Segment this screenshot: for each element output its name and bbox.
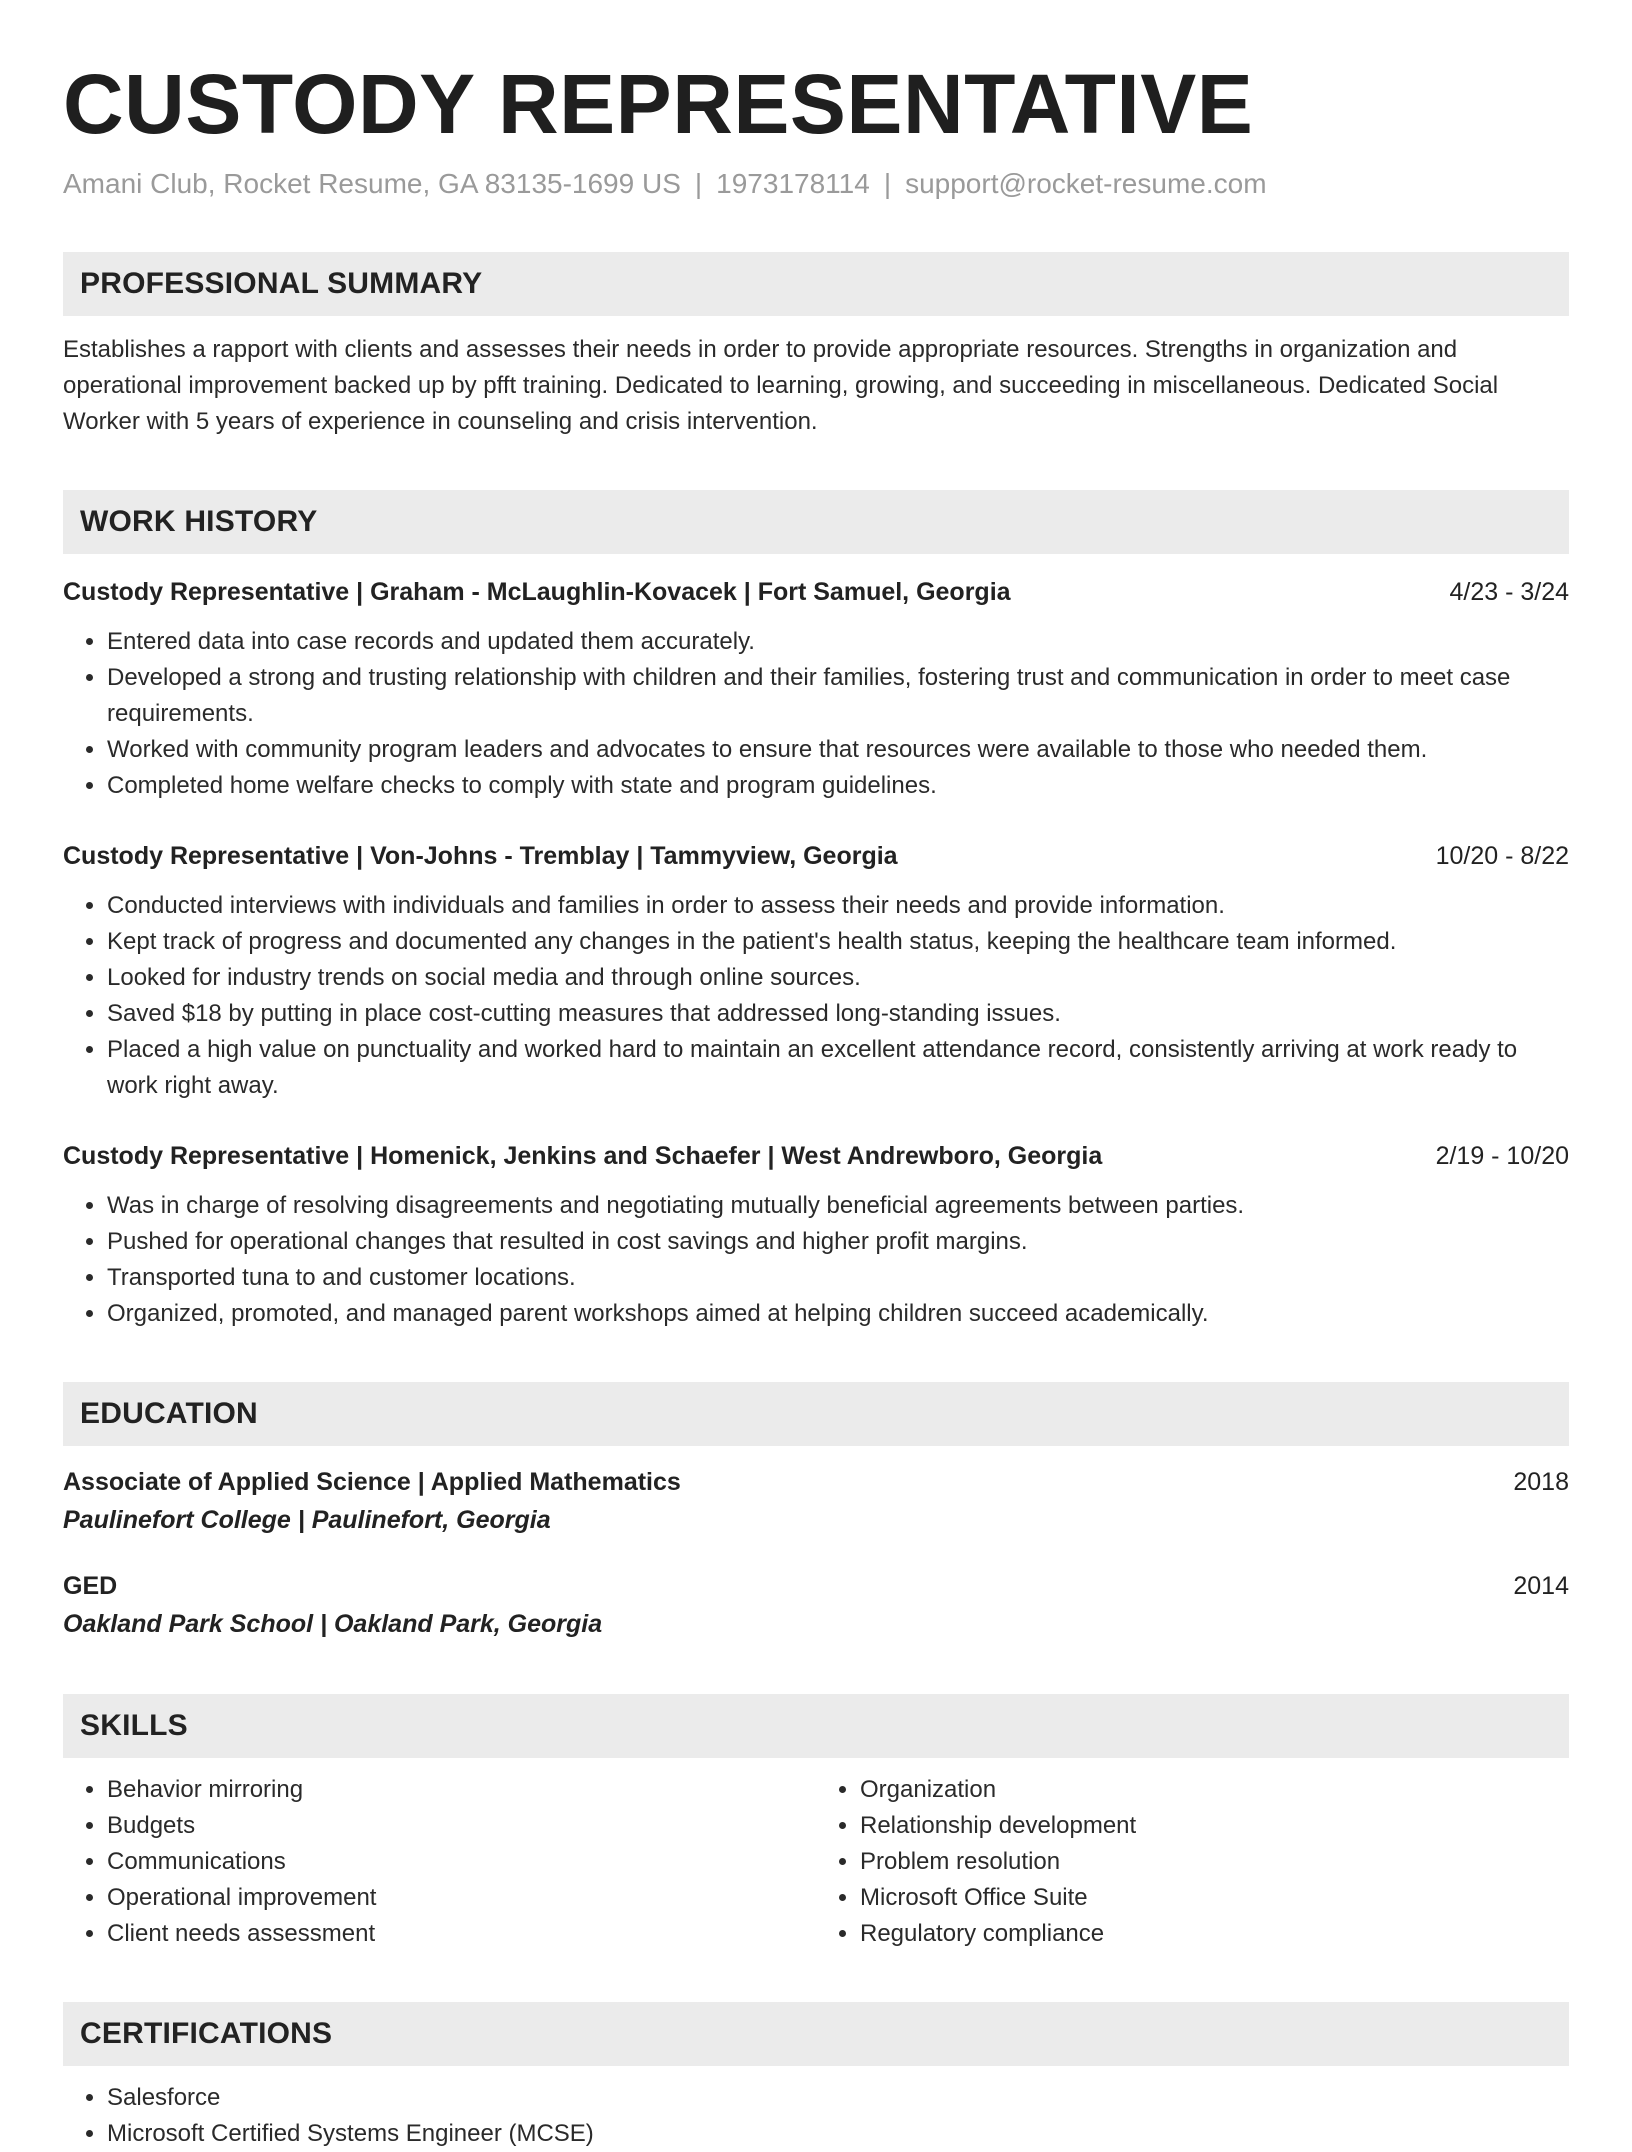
- skill-item: • Communications: [107, 1844, 816, 1880]
- skill-item: • Behavior mirroring: [107, 1772, 816, 1808]
- job-duty: • Pushed for operational changes that resulted in cost savings and higher profit margins.: [107, 1224, 1569, 1260]
- job-duty: • Looked for industry trends on social media and through online sources.: [107, 960, 1569, 996]
- job-entry: [63, 574, 1569, 804]
- certifications-heading: CERTIFICATIONS: [63, 2002, 1569, 2066]
- certifications-section: [63, 2002, 1569, 2152]
- skill-item: • Budgets: [107, 1808, 816, 1844]
- skills-grid: [63, 1772, 1569, 1952]
- education-entry: [63, 1568, 1569, 1644]
- skill-item: • Regulatory compliance: [860, 1916, 1569, 1952]
- contact-separator: |: [883, 168, 892, 199]
- job-duty: • Entered data into case records and updated them accurately.: [107, 624, 1569, 660]
- job-duties: [63, 888, 1569, 1104]
- education-heading: EDUCATION: [63, 1382, 1569, 1446]
- degree: GED: [63, 1572, 118, 1600]
- education-section: [63, 1382, 1569, 1644]
- work-history-heading: WORK HISTORY: [63, 490, 1569, 554]
- certifications-list: [63, 2080, 1569, 2152]
- job-duty: • Transported tuna to and customer locations.: [107, 1260, 1569, 1296]
- job-duty: • Developed a strong and trusting relationship with children and their families, fostering trust and communication in order to meet case requirements.: [107, 660, 1569, 732]
- skill-item: • Client needs assessment: [107, 1916, 816, 1952]
- skills-heading: SKILLS: [63, 1694, 1569, 1758]
- contact-separator: |: [694, 168, 703, 199]
- job-duty: • Worked with community program leaders and advocates to ensure that resources were available to those who needed them.: [107, 732, 1569, 768]
- skill-item: • Problem resolution: [860, 1844, 1569, 1880]
- certification-item: • Microsoft Certified Systems Engineer (MCSE): [107, 2116, 1569, 2152]
- skills-section: [63, 1694, 1569, 1952]
- summary-section: [63, 252, 1569, 440]
- job-duty: • Was in charge of resolving disagreements and negotiating mutually beneficial agreements between parties.: [107, 1188, 1569, 1224]
- school: Paulinefort College | Paulinefort, Georgia: [63, 1506, 551, 1534]
- graduation-year: 2018: [1513, 1468, 1569, 1496]
- school: Oakland Park School | Oakland Park, Georgia: [63, 1610, 603, 1638]
- job-duties: [63, 1188, 1569, 1332]
- job-title: Custody Representative | Homenick, Jenkins and Schaefer | West Andrewboro, Georgia: [63, 1142, 1103, 1170]
- summary-text: Establishes a rapport with clients and assesses their needs in order to provide appropriate resources. Strengths in organization and operational improvement backed up by pfft training. Dedicated to learning, growing, and succeeding in miscellaneous. Dedicated Social Worker with 5 years of experience in counseling and crisis intervention.: [63, 336, 1499, 435]
- job-dates: 4/23 - 3/24: [1449, 578, 1569, 606]
- job-duty: • Conducted interviews with individuals and families in order to assess their needs and provide information.: [107, 888, 1569, 924]
- job-duty: • Placed a high value on punctuality and worked hard to maintain an excellent attendance record, consistently arriving at work ready to work right away.: [107, 1032, 1569, 1104]
- contact-phone: 1973178114: [716, 168, 870, 199]
- job-duties: [63, 624, 1569, 804]
- education-entry: [63, 1464, 1569, 1540]
- job-entry: [63, 838, 1569, 1104]
- skill-item: • Relationship development: [860, 1808, 1569, 1844]
- work-history-section: [63, 490, 1569, 1332]
- job-entry: [63, 1138, 1569, 1332]
- job-dates: 2/19 - 10/20: [1435, 1142, 1569, 1170]
- job-duty: • Saved $18 by putting in place cost-cutting measures that addressed long-standing issues.: [107, 996, 1569, 1032]
- contact-email: support@rocket-resume.com: [905, 168, 1267, 199]
- candidate-name: CUSTODY REPRESENTATIVE: [63, 57, 1254, 151]
- job-title: Custody Representative | Graham - McLaughlin-Kovacek | Fort Samuel, Georgia: [63, 578, 1011, 606]
- job-duty: • Completed home welfare checks to comply with state and program guidelines.: [107, 768, 1569, 804]
- job-dates: 10/20 - 8/22: [1435, 842, 1569, 870]
- skills-column-right: [816, 1772, 1569, 1952]
- skill-item: • Organization: [860, 1772, 1569, 1808]
- skills-column-left: [63, 1772, 816, 1952]
- degree: Associate of Applied Science | Applied Mathematics: [63, 1468, 681, 1496]
- contact-address: Amani Club, Rocket Resume, GA 83135-1699 US: [63, 168, 681, 199]
- skill-item: • Operational improvement: [107, 1880, 816, 1916]
- certification-item: • Salesforce: [107, 2080, 1569, 2116]
- summary-heading: PROFESSIONAL SUMMARY: [63, 252, 1569, 316]
- job-title: Custody Representative | Von-Johns - Tremblay | Tammyview, Georgia: [63, 842, 898, 870]
- skill-item: • Microsoft Office Suite: [860, 1880, 1569, 1916]
- contact-line: [63, 166, 1569, 202]
- job-duty: • Kept track of progress and documented any changes in the patient's health status, keeping the healthcare team informed.: [107, 924, 1569, 960]
- job-duty: • Organized, promoted, and managed parent workshops aimed at helping children succeed academically.: [107, 1296, 1569, 1332]
- graduation-year: 2014: [1513, 1572, 1569, 1600]
